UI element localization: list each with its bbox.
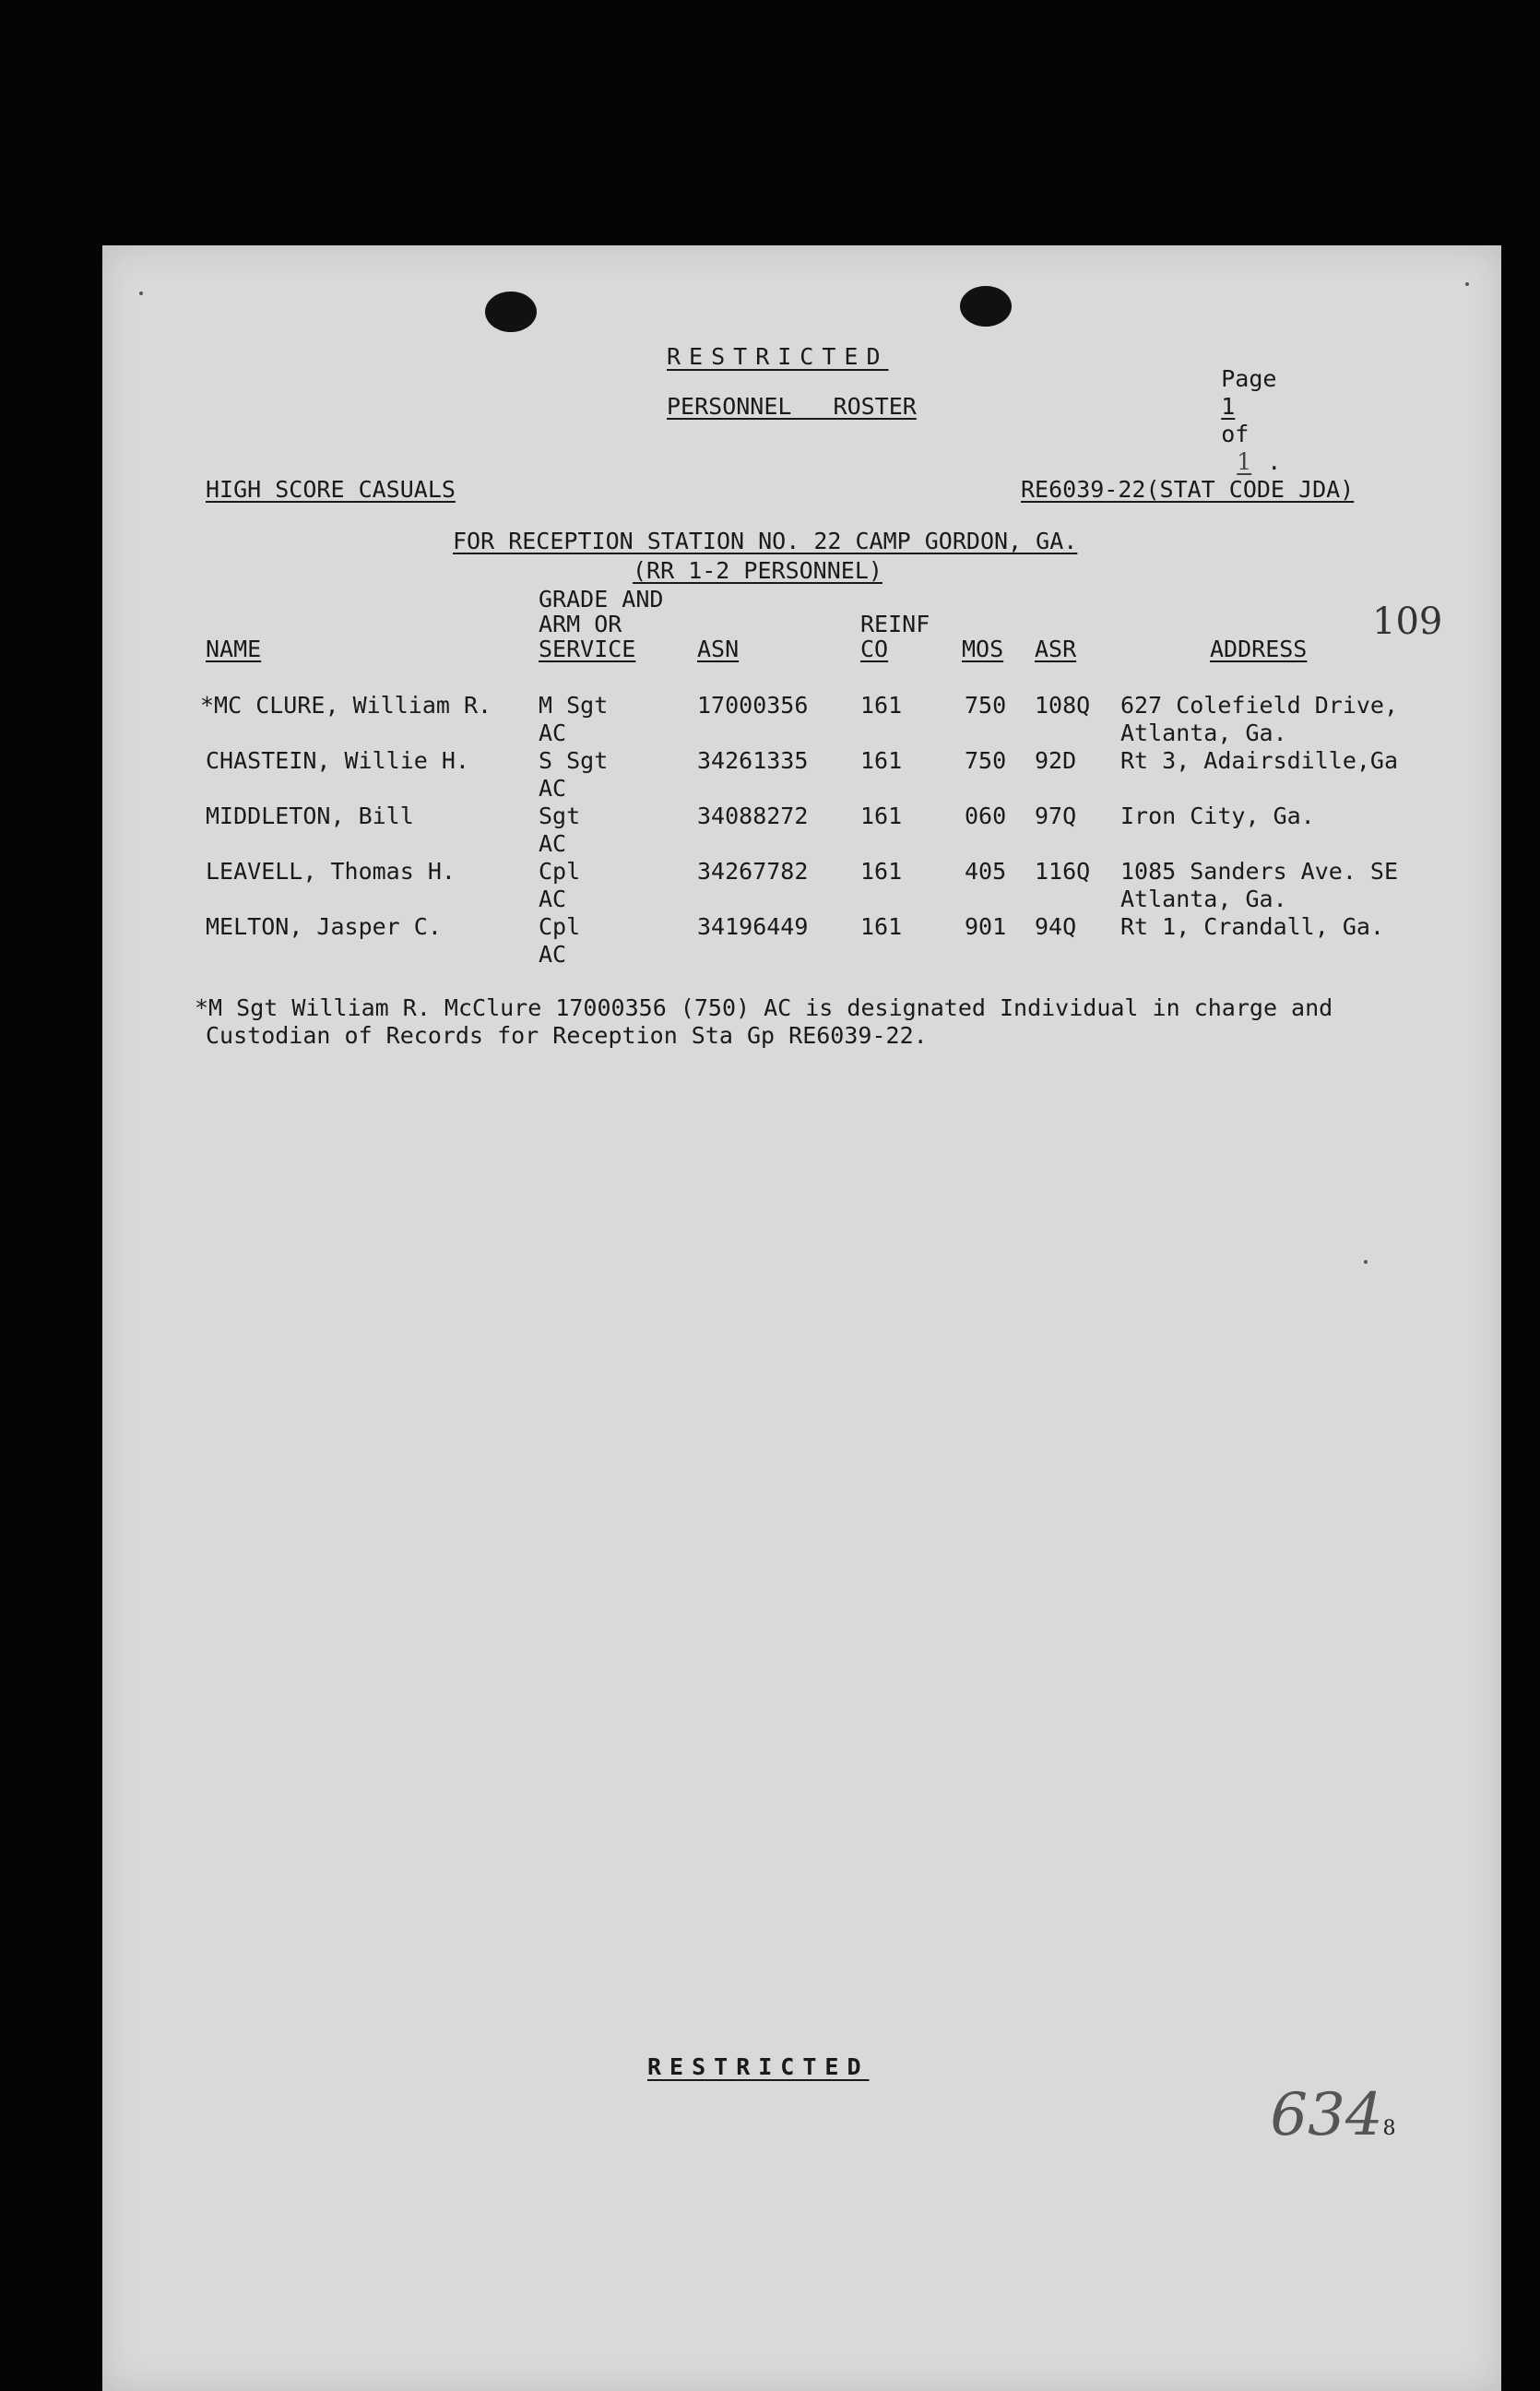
row-co: 161 [860, 858, 903, 885]
page-of-label: of [1221, 421, 1250, 447]
restricted-footer: RESTRICTED [647, 2053, 870, 2080]
speck [1465, 282, 1469, 286]
footnote-line-2: Custodian of Records for Reception Sta Gp RE6039-22. [206, 1022, 928, 1049]
row-address-1: Rt 3, Adairsdille,Ga [1120, 747, 1399, 774]
col-grade-1: GRADE AND [539, 586, 664, 613]
row-mos: 405 [965, 858, 1007, 885]
row-name: CHASTEIN, Willie H. [206, 747, 469, 774]
row-name: LEAVELL, Thomas H. [206, 858, 456, 885]
col-mos: MOS [962, 636, 1004, 662]
row-asn: 34196449 [697, 913, 809, 940]
row-grade: Sgt [539, 803, 581, 829]
row-mos: 901 [965, 913, 1007, 940]
group-title: HIGH SCORE CASUALS [206, 476, 456, 503]
row-arm: AC [539, 775, 567, 802]
row-asr: 116Q [1035, 858, 1091, 885]
row-co: 161 [860, 747, 903, 774]
roster-title: PERSONNEL ROSTER [667, 393, 917, 420]
footnote-line-1: *M Sgt William R. McClure 17000356 (750) AC is designated Individual in charge and [195, 994, 1333, 1021]
stamp-number: 109 [1372, 601, 1443, 643]
table-row [102, 803, 1501, 858]
row-asn: 34088272 [697, 803, 809, 829]
handwritten-suffix: 8 [1382, 2117, 1396, 2140]
row-arm: AC [539, 830, 567, 857]
speck [1364, 1260, 1368, 1264]
col-grade-2: ARM OR [539, 611, 622, 637]
speck [139, 291, 143, 295]
row-mos: 060 [965, 803, 1007, 829]
page-number: 1 [1221, 393, 1236, 420]
page-total: 1 [1237, 448, 1252, 475]
row-mos: 750 [965, 747, 1007, 774]
col-grade-3: SERVICE [539, 636, 636, 662]
col-asr: ASR [1035, 636, 1077, 662]
table-row [102, 747, 1501, 803]
row-asn: 34267782 [697, 858, 809, 885]
col-name: NAME [206, 636, 262, 662]
row-asn: 34261335 [697, 747, 809, 774]
row-name: *MC CLURE, William R. [200, 692, 492, 719]
handwritten-number [1195, 2018, 1396, 2226]
row-grade: Cpl [539, 913, 581, 940]
page-label: Page [1221, 365, 1277, 392]
station-line: FOR RECEPTION STATION NO. 22 CAMP GORDON, GA. [453, 528, 1078, 554]
row-co: 161 [860, 692, 903, 719]
table-row [102, 913, 1501, 969]
punch-hole-left [485, 291, 537, 332]
row-grade: S Sgt [539, 747, 609, 774]
row-co: 161 [860, 803, 903, 829]
row-mos: 750 [965, 692, 1007, 719]
col-asn: ASN [697, 636, 740, 662]
row-asn: 17000356 [697, 692, 809, 719]
station-code: RE6039-22(STAT CODE JDA) [1021, 476, 1355, 503]
row-co: 161 [860, 913, 903, 940]
punch-hole-right [960, 286, 1012, 327]
row-arm: AC [539, 720, 567, 746]
table-row [102, 858, 1501, 913]
col-reinf-1: REINF [860, 611, 930, 637]
row-name: MELTON, Jasper C. [206, 913, 442, 940]
row-address-1: Rt 1, Crandall, Ga. [1120, 913, 1384, 940]
document-page [102, 245, 1501, 2391]
row-asr: 97Q [1035, 803, 1077, 829]
row-address-1: 627 Colefield Drive, [1120, 692, 1399, 719]
row-grade: M Sgt [539, 692, 609, 719]
restricted-header: RESTRICTED [667, 343, 889, 370]
table-row [102, 692, 1501, 747]
row-asr: 92D [1035, 747, 1077, 774]
row-address-2: Atlanta, Ga. [1120, 720, 1287, 746]
row-arm: AC [539, 941, 567, 968]
row-address-2: Atlanta, Ga. [1120, 886, 1287, 912]
row-name: MIDDLETON, Bill [206, 803, 414, 829]
page-period: . [1267, 448, 1282, 475]
handwritten-digits: 634 [1270, 2081, 1383, 2149]
row-grade: Cpl [539, 858, 581, 885]
col-address: ADDRESS [1210, 636, 1308, 662]
row-arm: AC [539, 886, 567, 912]
col-reinf-2: CO [860, 636, 889, 662]
row-asr: 108Q [1035, 692, 1091, 719]
rr-line: (RR 1-2 PERSONNEL) [633, 557, 883, 584]
row-asr: 94Q [1035, 913, 1077, 940]
row-address-1: 1085 Sanders Ave. SE [1120, 858, 1399, 885]
row-address-1: Iron City, Ga. [1120, 803, 1315, 829]
